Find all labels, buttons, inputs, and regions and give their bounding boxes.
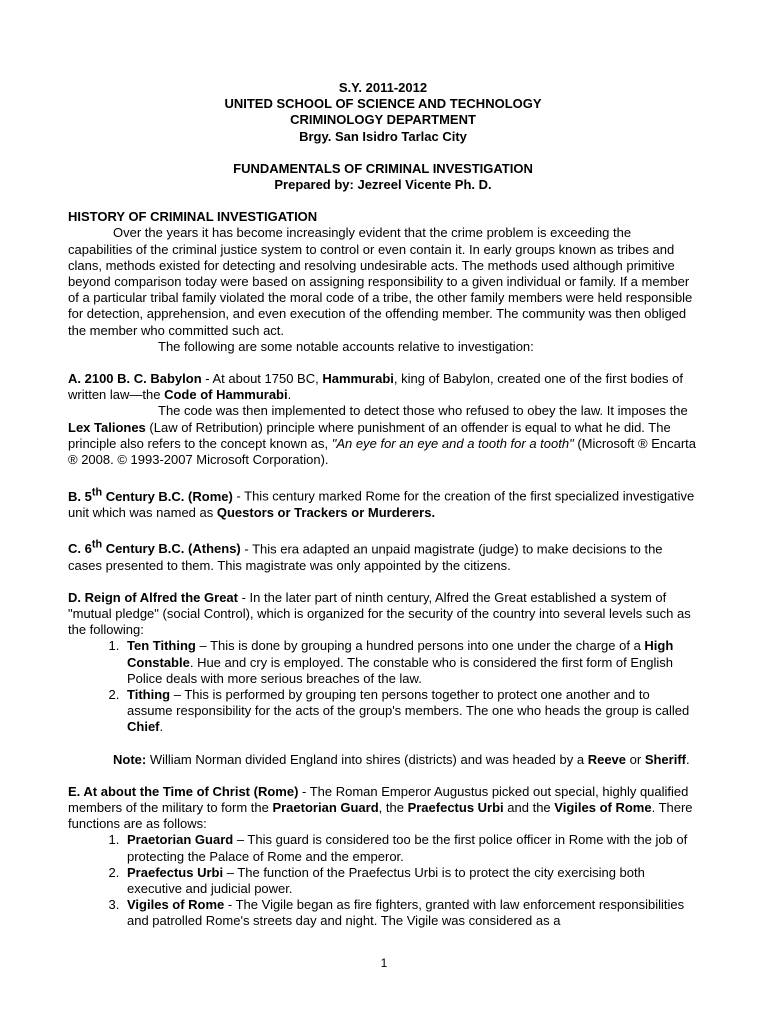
document-header [68,80,698,193]
section-a-paragraph-2: The code was then implemented to detect those who refused to obey the law. It imposes the Lex Taliones (Law of Retribution) principle where punishment of an offender is equal to what he did. The principle also refers to the concept known as, "An eye for an eye and a tooth for a tooth" (Microsoft ® Encarta ® 2008. © 1993-2007 Microsoft Corporation). [68,403,696,468]
history-intro-line: The following are some notable accounts relative to investigation: [158,338,534,354]
school-name: UNITED SCHOOL OF SCIENCE AND TECHNOLOGY [224,96,542,112]
document-title: FUNDAMENTALS OF CRIMINAL INVESTIGATION [233,160,533,176]
list-item: 1. Ten Tithing – This is done by grouping a hundred persons into one under the charge of a High Constable. Hue and cry is employed. The constable who is considered the first form of English Police deals with more serious breaches of the law. [123,638,698,687]
section-d-paragraph: D. Reign of Alfred the Great - In the later part of ninth century, Alfred the Great established a system of "mutual pledge" (social Control), which is organized for the security of the country into several levels such as the following: [68,589,691,638]
section-a-paragraph: A. 2100 B. C. Babylon - At about 1750 BC, Hammurabi, king of Babylon, created one of the first bodies of written law—the Code of Hammurabi. [68,371,683,403]
spacer [68,468,698,484]
list-item: 2. Praefectus Urbi – The function of the Praefectus Urbi is to protect the city exercising both executive and judicial power. [123,865,698,897]
spacer [68,193,698,209]
history-paragraph: Over the years it has become increasingly evident that the crime problem is exceeding the capabilities of the criminal justice system to control or even contain it. In early groups known as tribes and clans, methods existed for detecting and resolving undesirable acts. The methods used although primitive beyond comparison today were based on assigning responsibility to a given individual or family. If a member of a particular tribal family violated the moral code of a tribe, the other family members were held responsible for detection, apprehension, and even execution of the offending member. The community was then obliged the member who committed such act. [68,225,693,338]
section-b-paragraph: B. 5th Century B.C. (Rome) - This century marked Rome for the creation of the first specialized investigative unit which was named as Questors or Trackers or Murderers. [68,486,695,520]
spacer [68,145,698,161]
spacer [68,355,698,371]
section-a-label: A. 2100 B. C. Babylon [68,371,202,387]
spacer [68,768,698,784]
note-paragraph: Note: William Norman divided England into shires (districts) and was headed by a Reeve or Sheriff. [113,751,690,767]
section-heading: HISTORY OF CRIMINAL INVESTIGATION [68,209,318,225]
spacer [68,574,698,590]
list-item: 3. Vigiles of Rome - The Vigile began as fire fighters, granted with law enforcement responsibilities and patrolled Rome's streets day and night. The Vigile was considered as a [123,897,698,929]
quote: "An eye for an eye and a tooth for a tooth" [331,435,574,451]
spacer [68,521,698,537]
author-line: Prepared by: Jezreel Vicente Ph. D. [274,177,492,193]
note-label: Note: [113,751,147,767]
section-d-label: D. Reign of Alfred the Great [68,589,238,605]
spacer [68,736,698,752]
page-number: 1 [380,956,388,970]
department-name: CRIMINOLOGY DEPARTMENT [290,112,476,128]
school-address: Brgy. San Isidro Tarlac City [299,128,467,144]
section-c-paragraph: C. 6th Century B.C. (Athens) - This era adapted an unpaid magistrate (judge) to make decisions to the cases presented to them. This magistrate was only appointed by the citizens. [68,539,663,573]
section-e-label: E. At about the Time of Christ (Rome) [68,783,299,799]
list-item: 1. Praetorian Guard – This guard is considered too be the first police officer in Rome with the job of protecting the Palace of Rome and the emperor. [123,832,698,864]
section-c-label: C. 6th Century B.C. (Athens) [68,539,241,557]
school-year: S.Y. 2011-2012 [338,80,428,95]
list-item: 2. Tithing – This is performed by grouping ten persons together to protect one another and to assume responsibility for the acts of the group's members. The one who heads the group is called Chief. [123,687,698,736]
section-e-list [68,832,698,929]
section-d-list [68,638,698,735]
section-b-label: B. 5th Century B.C. (Rome) [68,486,233,504]
section-e-paragraph: E. At about the Time of Christ (Rome) - The Roman Emperor Augustus picked out special, highly qualified members of the military to form the Praetorian Guard, the Praefectus Urbi and the Vigiles of Rome. There functions are as follows: [68,783,693,832]
